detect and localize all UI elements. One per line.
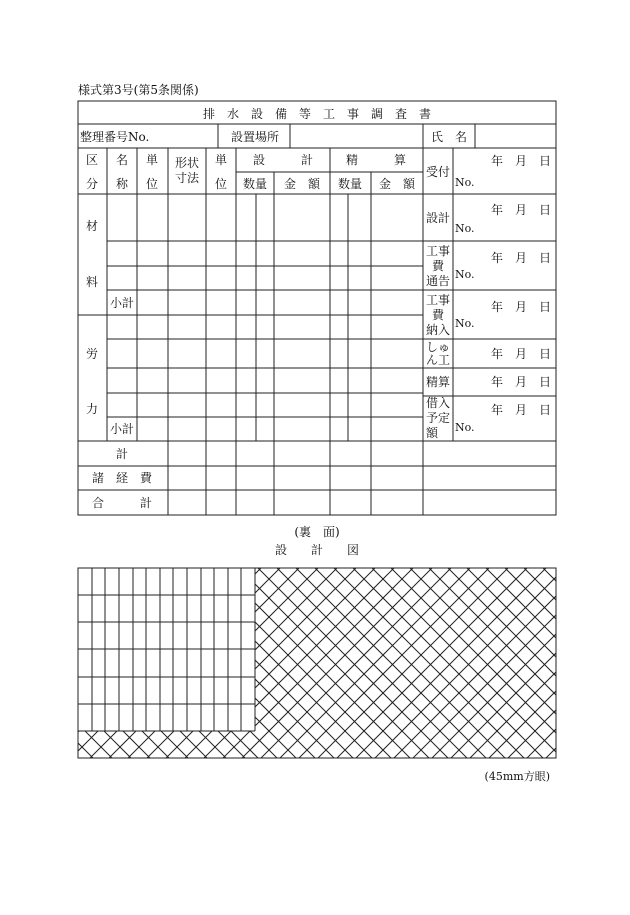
- back-side-label: (裏 面): [294, 525, 340, 539]
- right-no-sekkei: No.: [455, 222, 475, 235]
- design-drawing-label: 設 計 図: [274, 543, 360, 557]
- right-date-shunko: 年 月 日: [491, 347, 552, 361]
- shimei-label: 氏 名: [430, 130, 468, 144]
- label-shokei-materials: 小計: [109, 296, 135, 310]
- header-na: 名: [115, 153, 129, 167]
- right-date-tsukoku: 年 月 日: [491, 251, 552, 265]
- grid-size-note: (45mm方眼): [484, 770, 550, 783]
- label-ro: 労: [85, 347, 99, 361]
- right-label-uketsuke: 受付: [426, 165, 451, 179]
- label-ryoku: 力: [85, 402, 99, 416]
- right-no-uketsuke: No.: [455, 176, 475, 189]
- setchi-basho-label: 設置場所: [231, 130, 280, 144]
- right-date-sekkei: 年 月 日: [491, 203, 552, 217]
- label-goukei: 合 計: [91, 496, 153, 510]
- header-keijo-1: 形状: [174, 156, 200, 170]
- header-tani-a: 単: [214, 153, 228, 167]
- label-ryo: 料: [85, 275, 99, 289]
- header-keijo-2: 寸法: [174, 171, 200, 185]
- right-no-tsukoku: No.: [455, 268, 475, 281]
- header-suryo-2: 数量: [337, 177, 363, 191]
- right-label-shunko-1: しゅ: [426, 340, 451, 354]
- right-no-nonyu: No.: [455, 317, 475, 330]
- right-label-kariire-3: 額: [426, 426, 439, 440]
- right-label-shunko-2: ん工: [426, 353, 451, 367]
- right-label-kariire-1: 借入: [426, 396, 451, 410]
- right-label-nonyu-3: 納入: [426, 323, 451, 337]
- right-date-kariire: 年 月 日: [491, 403, 552, 417]
- label-shokei-labor: 小計: [109, 422, 135, 436]
- header-ku: 区: [85, 153, 99, 167]
- right-date-nonyu: 年 月 日: [491, 300, 552, 314]
- form-number-label: 様式第3号(第5条関係): [78, 83, 199, 97]
- right-label-seisan: 精算: [426, 375, 451, 389]
- header-kingaku-2: 金 額: [378, 177, 416, 191]
- right-date-uketsuke: 年 月 日: [491, 154, 552, 168]
- label-shokeihi: 諸 経 費: [91, 471, 153, 485]
- right-label-kariire-2: 予定: [426, 411, 451, 425]
- right-label-tsukoku-1: 工事: [426, 244, 451, 258]
- square-grid: [78, 568, 255, 731]
- right-date-seisan: 年 月 日: [491, 375, 552, 389]
- right-no-kariire: No.: [455, 421, 475, 434]
- right-label-sekkei: 設計: [426, 211, 451, 225]
- right-label-nonyu-2: 費: [432, 308, 445, 322]
- cross-hatch-area: [0, 560, 630, 780]
- header-i: 位: [145, 177, 159, 191]
- design-grid-border: [78, 568, 556, 758]
- label-kei: 計: [115, 447, 129, 461]
- header-seisan: 精 算: [345, 153, 407, 167]
- right-label-nonyu-1: 工事: [426, 293, 451, 307]
- label-zai: 材: [85, 219, 99, 233]
- right-label-tsukoku-2: 費: [432, 259, 445, 273]
- header-sho: 称: [115, 177, 129, 191]
- design-grid: [0, 560, 630, 780]
- header-bun: 分: [85, 177, 99, 191]
- right-label-tsukoku-3: 通告: [426, 274, 451, 288]
- header-suryo-1: 数量: [242, 177, 268, 191]
- header-sekkei: 設 計: [252, 153, 314, 167]
- form-title: 排 水 設 備 等 工 事 調 査 書: [202, 107, 432, 121]
- header-tan: 単: [145, 153, 159, 167]
- seiri-bango-label: 整理番号No.: [80, 130, 150, 144]
- header-kingaku-1: 金 額: [283, 177, 321, 191]
- header-tani-b: 位: [214, 177, 228, 191]
